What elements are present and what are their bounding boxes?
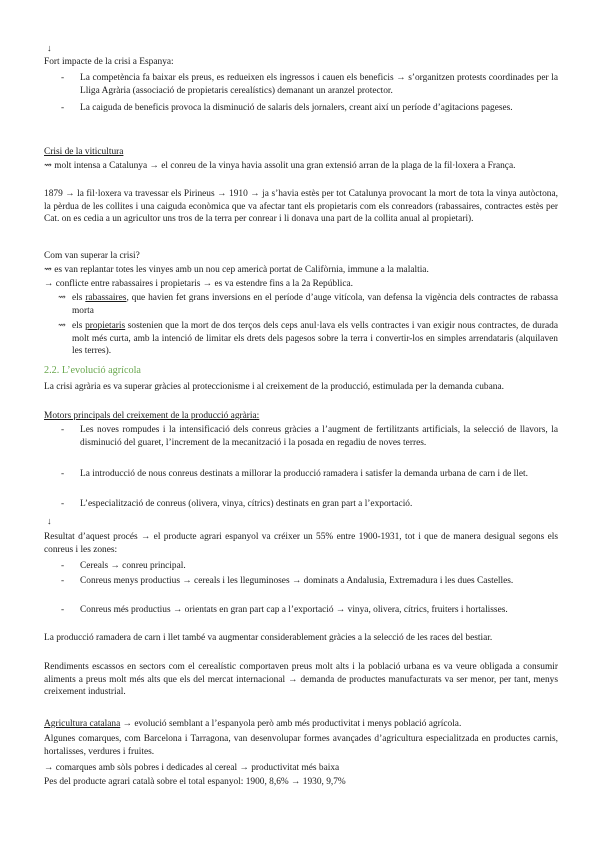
paragraph: Pes del producte agrari català sobre el total espanyol: 1900, 8,6% → 1930, 9,7% xyxy=(44,777,346,787)
paragraph: ⇝ es van replantar totes les vinyes amb un nou cep americà portat de Califòrnia, immune a la malaltia. xyxy=(44,265,429,275)
section-title-impact: Fort impacte de la crisi a Espanya: xyxy=(44,57,174,67)
list-item-text: Cereals → conreu principal. xyxy=(80,561,186,571)
paragraph: → conflicte entre rabassaires i propietaris → es va estendre fins a la 2a República. xyxy=(44,279,353,289)
bullet-dash: - xyxy=(61,605,65,615)
term-propietaris: propietaris xyxy=(85,321,126,331)
word-els: els xyxy=(72,321,83,331)
paragraph: La crisi agrària es va superar gràcies al proteccionisme i al creixement de la producció, estimulada per la demanda cubana. xyxy=(44,382,504,392)
bullet-dash: - xyxy=(61,425,65,435)
word-els: els xyxy=(72,293,83,303)
list-item-text xyxy=(72,320,558,358)
paragraph-catalana xyxy=(44,718,558,731)
bullet-dash: - xyxy=(61,576,65,586)
term-text: sostenien que la mort de dos terços dels ceps anul·lava els vells contractes i van exigir nous contractes, de durada molt més curta, amb la intenció de limitar els drets dels pagesos sobre la terra i convertir-los en simples arrendataris (alquilaven les terres). xyxy=(72,321,558,357)
bullet-dash: - xyxy=(61,103,65,113)
term-text: , que havien fet grans inversions en el període d’auge vitícola, van defensa la vigència dels contractes de rabassa morta xyxy=(72,293,558,316)
bullet-dash: - xyxy=(61,561,65,571)
down-arrow-icon: ↓ xyxy=(47,517,52,527)
bullet-dash: - xyxy=(61,499,65,509)
squiggle-arrow-icon: ⇝ xyxy=(58,293,66,303)
paragraph: La producció ramadera de carn i llet també va augmentar considerablement gràcies a la selecció de les races del bestiar. xyxy=(44,633,493,643)
term-rabassaires: rabassaires xyxy=(85,293,127,303)
list-item-text: Conreus més productius → orientats en gran part cap a l’exportació → vinya, olivera, cítrics, fruiters i hortalisses. xyxy=(80,605,508,615)
list-item-text: La introducció de nous conreus destinats a millorar la producció ramadera i satisfer la demanda urbana de carn i de llet. xyxy=(80,469,528,479)
paragraph: → comarques amb sòls pobres i dedicades al cereal → productivitat més baixa xyxy=(44,763,340,773)
section-heading-evolucio: 2.2. L’evolució agrícola xyxy=(44,365,141,376)
paragraph: ⇝ molt intensa a Catalunya → el conreu de la vinya havia assolit una gran extensió arran de la plaga de la fil·loxera a França. xyxy=(44,161,516,171)
squiggle-arrow-icon: ⇝ xyxy=(58,321,66,331)
paragraph: Rendiments escassos en sectors com el cerealístic comportaven preus molt alts i la població urbana es va veure obligada a consumir aliments a preus molt més alts que els del mercat internacional → demanda de productes manufacturats va ser menor, per tant, menys creixement industrial. xyxy=(44,662,558,698)
paragraph: 1879 → la fil·loxera va travessar els Pirineus → 1910 → ja s’havia estès per tot Catalunya provocant la mort de tota la vinya autòctona, la pèrdua de les collites i una caiguda econòmica que va afectar tant els propietaris com els conreadors (rabassaires, contractes estès per Cat. on es cedia a un agricultor uns tros de la terra per conrear i li donava una part de la collita anual al propietari). xyxy=(44,189,558,225)
question: Com van superar la crisi? xyxy=(44,251,140,261)
list-item-text: La competència fa baixar els preus, es redueixen els ingressos i cauen els beneficis → s’organitzen protests coordinades per la Lliga Agrària (associació de propietaris cerealístics) demanant un aranzel protector. xyxy=(80,73,558,96)
heading-viticultura: Crisi de la viticultura xyxy=(44,147,124,157)
list-item-text: Les noves rompudes i la intensificació dels conreus gràcies a l’augment de fertilitzants artificials, la selecció de llavors, la disminució del guaret, l’increment de la mecanització i la posada en regadiu de noves terres. xyxy=(80,425,558,448)
heading-catalana: Agricultura catalana xyxy=(44,719,121,729)
list-item-text xyxy=(72,292,558,317)
list-item-text: Conreus menys productius → cereals i les lleguminoses → dominats a Andalusia, Extremadura i les dues Castelles. xyxy=(80,576,514,586)
list-item-text: L’especialització de conreus (olivera, vinya, cítrics) destinats en gran part a l’exportació. xyxy=(80,499,413,509)
bullet-dash: - xyxy=(61,73,65,83)
heading-rest: → evolució semblant a l’espanyola però amb més productivitat i menys població agrícola. xyxy=(120,719,462,729)
paragraph: Algunes comarques, com Barcelona i Tarragona, van desenvolupar formes avançades d’agricultura especialitzada en productes carnis, hortalisses, verdures i fruites. xyxy=(44,734,558,757)
subheading-motors: Motors principals del creixement de la producció agrària: xyxy=(44,411,260,421)
list-item-text: La caiguda de beneficis provoca la disminució de salaris dels jornalers, creant així un període d’agitacions pageses. xyxy=(80,103,513,113)
down-arrow-icon: ↓ xyxy=(47,44,52,54)
paragraph: Resultat d’aquest procés → el producte agrari espanyol va créixer un 55% entre 1900-1931, tot i que de manera desigual segons els conreus i les zones: xyxy=(44,532,558,555)
bullet-dash: - xyxy=(61,469,65,479)
